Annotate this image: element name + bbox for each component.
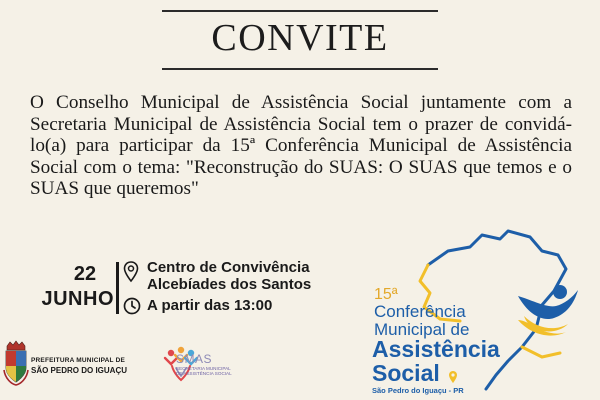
location-marker-icon xyxy=(448,370,458,384)
conf-city: São Pedro do Iguaçu - PR xyxy=(372,386,464,395)
coat-of-arms-icon xyxy=(3,340,29,386)
conf-line1: Conferência xyxy=(374,302,466,321)
person-figure-icon xyxy=(516,280,580,342)
location-line2: Alcebíades dos Santos xyxy=(147,276,312,293)
event-day: 22 xyxy=(73,263,97,285)
location-pin-icon xyxy=(123,261,139,283)
smas-sub1: SECRETARIA MUNICIPAL xyxy=(176,366,231,371)
prefeitura-line2: SÃO PEDRO DO IGUAÇU xyxy=(31,366,128,375)
conf-line3: Assistência xyxy=(372,336,500,362)
clock-icon xyxy=(123,297,141,315)
location-line1: Centro de Convivência xyxy=(147,259,310,276)
smas-name: SMAS xyxy=(176,352,213,366)
event-date xyxy=(28,262,114,312)
prefeitura-logo-text xyxy=(31,357,127,375)
smas-sub2: DE ASSISTÊNCIA SOCIAL xyxy=(176,371,232,376)
page-title: CONVITE xyxy=(211,17,389,59)
time-text: A partir das 13:00 xyxy=(147,297,273,314)
prefeitura-line1: PREFEITURA MUNICIPAL DE xyxy=(31,357,126,364)
title-rule-top xyxy=(162,10,438,12)
conf-line4: Social xyxy=(372,360,440,386)
smas-logo-text xyxy=(176,352,248,376)
event-month: JUNHO xyxy=(41,288,114,310)
title-rule-bottom xyxy=(162,68,438,70)
invitation-text: O Conselho Municipal de Assistência Social juntamente com a Secretaria Municipal de Assistência Social tem o prazer de convidá-lo(a) para participar da 15ª Conferência Municipal de Assistência Social com o tema: "Reconstrução do SUAS: O SUAS que temos e o SUAS que queremos" xyxy=(30,92,572,199)
date-divider xyxy=(116,262,119,314)
conf-number: 15ª xyxy=(374,286,398,303)
conf-line2: Municipal de xyxy=(374,320,470,339)
